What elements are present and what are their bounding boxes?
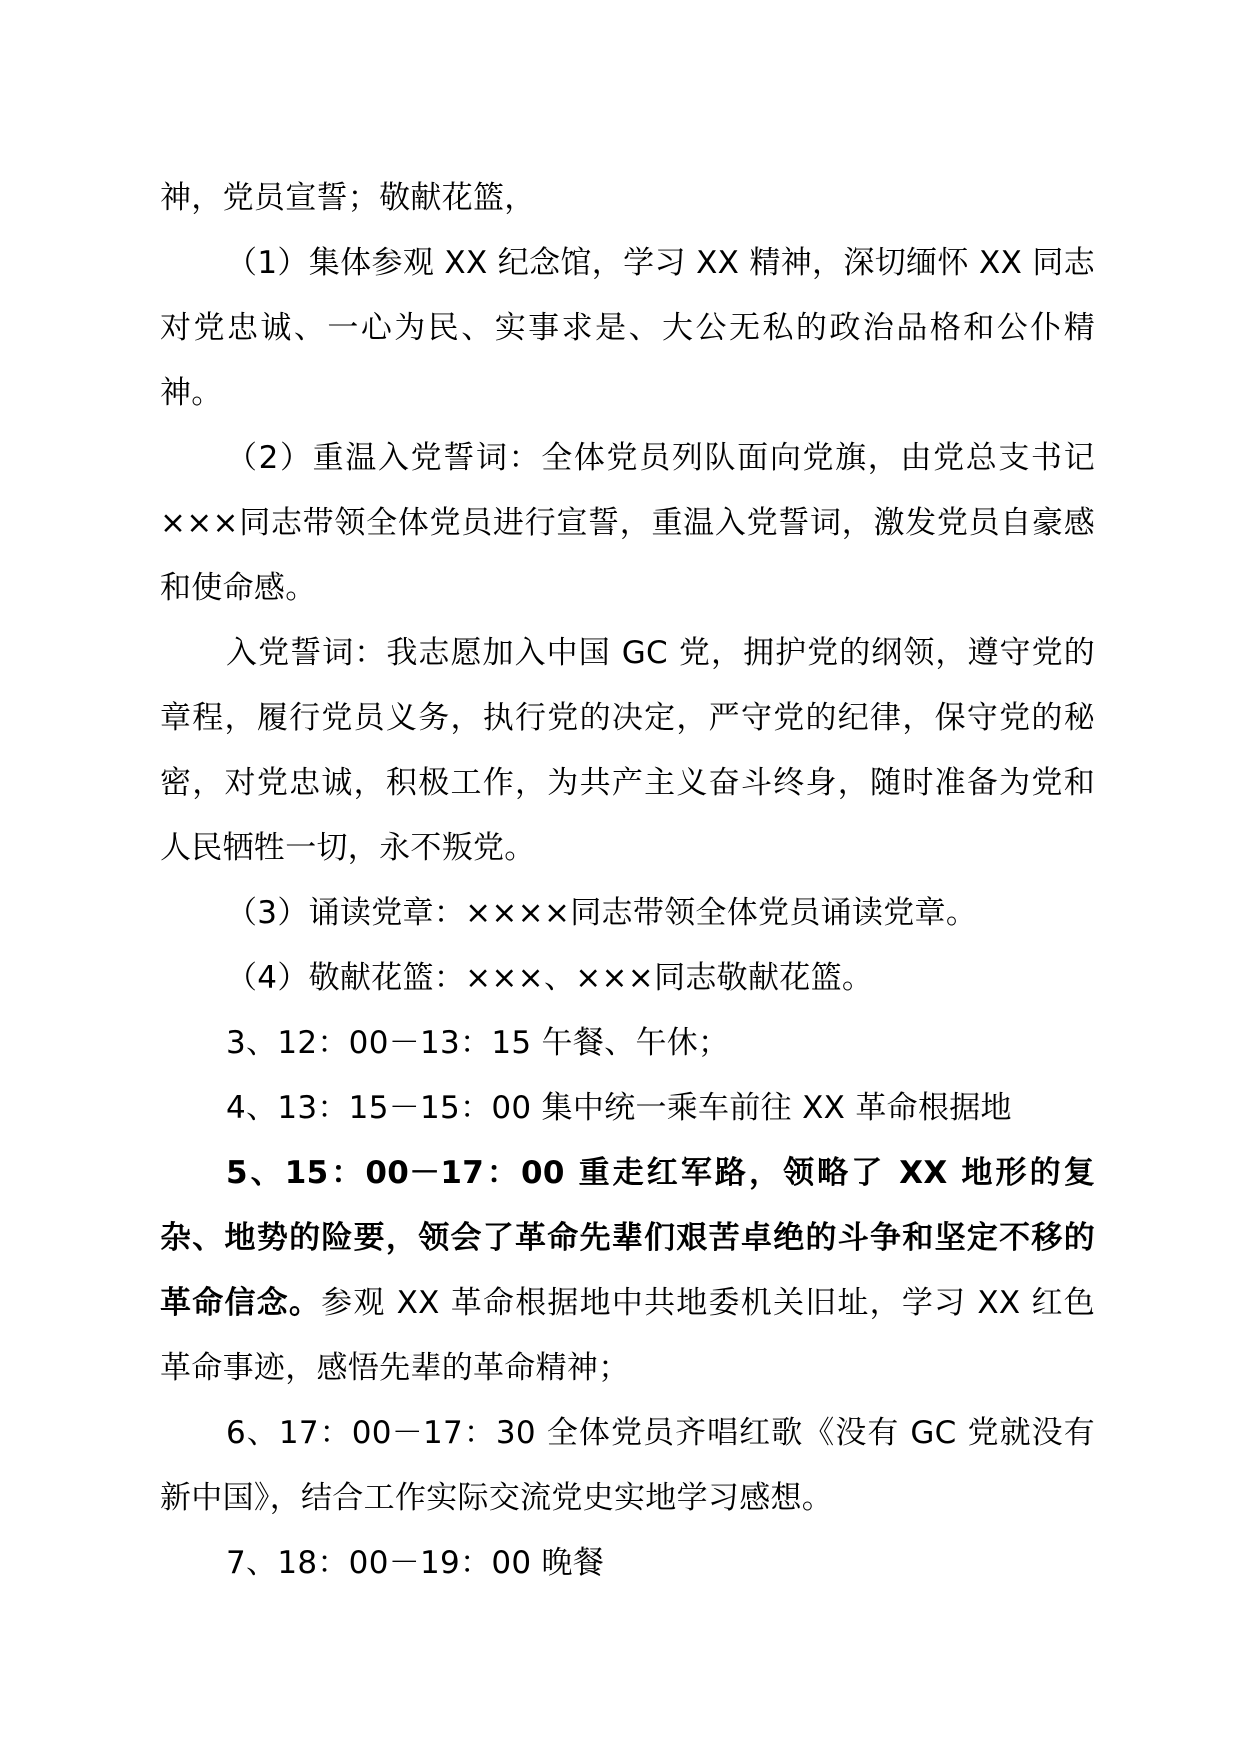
- paragraph-remainder: 参观 XX 革命根据地中共地委机关旧址，学习 XX 红色革命事迹，感悟先辈的革命精神；: [160, 1285, 1096, 1386]
- paragraph-flower-basket: （4）敬献花篮：×××、×××同志敬献花篮。: [226, 960, 874, 996]
- paragraph-schedule-dinner: 7、18：00－19：00 晚餐: [226, 1545, 605, 1581]
- paragraph-schedule-bus: 4、13：15－15：00 集中统一乘车前往 XX 革命根据地: [226, 1090, 1012, 1126]
- paragraph-oath-text: 入党誓词：我志愿加入中国 GC 党，拥护党的纲领，遵守党的章程，履行党员义务，执行党的决定，严守党的纪律，保守党的秘密，对党忠诚，积极工作，为共产主义奋斗终身，随时准备为党和人民牺牲一切，永不叛党。: [160, 635, 1095, 866]
- document-body: [160, 166, 1095, 1596]
- paragraph-schedule-red-army-road: [160, 1141, 1095, 1401]
- paragraph-visit-memorial: （1）集体参观 XX 纪念馆，学习 XX 精神，深切缅怀 XX 同志对党忠诚、一心为民、实事求是、大公无私的政治品格和公仆精神。: [160, 245, 1095, 411]
- paragraph-continuation: 神，党员宣誓；敬献花篮，: [160, 180, 536, 216]
- bold-highlight: 5、15：00－17：00 重走红军路，领略了 XX 地形的复杂、地势的险要，领会了革命先辈们艰苦卓绝的斗争和坚定不移的革命信念。: [160, 1155, 1095, 1321]
- paragraph-recite-constitution: （3）诵读党章：××××同志带领全体党员诵读党章。: [226, 895, 978, 931]
- paragraph-schedule-red-songs: 6、17：00－17：30 全体党员齐唱红歌《没有 GC 党就没有新中国》，结合工作实际交流党史实地学习感想。: [160, 1415, 1095, 1516]
- paragraph-schedule-lunch: 3、12：00－13：15 午餐、午休；: [226, 1025, 730, 1061]
- paragraph-oath-review: （2）重温入党誓词：全体党员列队面向党旗，由党总支书记×××同志带领全体党员进行宣誓，重温入党誓词，激发党员自豪感和使命感。: [160, 440, 1095, 606]
